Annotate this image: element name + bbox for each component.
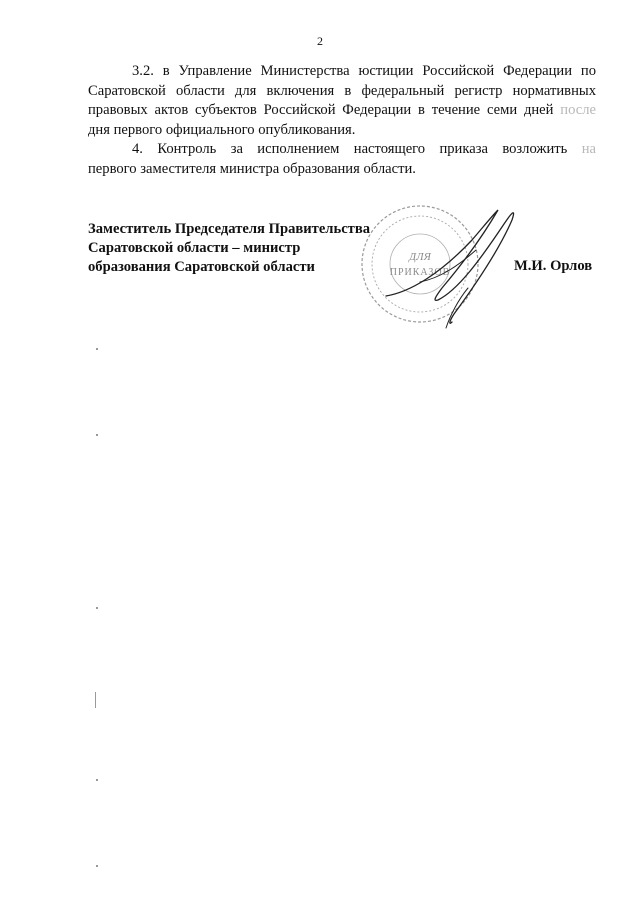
paragraph-line bbox=[88, 140, 596, 160]
scan-speck bbox=[95, 692, 96, 708]
signer-name: М.И. Орлов bbox=[514, 258, 593, 274]
faded-word: на bbox=[581, 141, 596, 157]
paragraph-line-text: правовых актов субъектов Российской Федерации в течение семи дней bbox=[88, 102, 554, 118]
paragraph-line bbox=[88, 101, 596, 121]
scan-speck bbox=[96, 865, 98, 867]
faded-word: после bbox=[560, 102, 596, 118]
paragraph-line-text: 4. Контроль за исполнением настоящего приказа возложить bbox=[132, 141, 568, 157]
stamp-text-bottom: ПРИКАЗОВ bbox=[389, 267, 451, 278]
page-number: 2 bbox=[317, 34, 323, 48]
scan-speck bbox=[96, 434, 98, 436]
paragraph-3-2 bbox=[88, 62, 596, 140]
paragraph-line: 3.2. в Управление Министерства юстиции Российской Федерации по bbox=[132, 63, 596, 79]
signatory-line: Заместитель Председателя Правительства bbox=[88, 221, 371, 237]
signatory-line: Саратовской области – министр bbox=[88, 240, 301, 256]
signatory-position bbox=[88, 220, 370, 277]
paragraph-line: Саратовской области для включения в федеральный регистр нормативных bbox=[88, 82, 596, 99]
paragraph-line: первого заместителя министра образования области. bbox=[88, 160, 416, 177]
paragraph-4 bbox=[88, 140, 596, 179]
paragraph-line: дня первого официального опубликования. bbox=[88, 121, 356, 138]
handwritten-signature bbox=[380, 204, 530, 334]
scan-speck bbox=[96, 348, 98, 350]
scan-speck bbox=[96, 607, 98, 609]
scan-speck bbox=[96, 779, 98, 781]
signatory-line: образования Саратовской области bbox=[88, 259, 315, 275]
stamp-text-top: ДЛЯ bbox=[409, 251, 431, 263]
